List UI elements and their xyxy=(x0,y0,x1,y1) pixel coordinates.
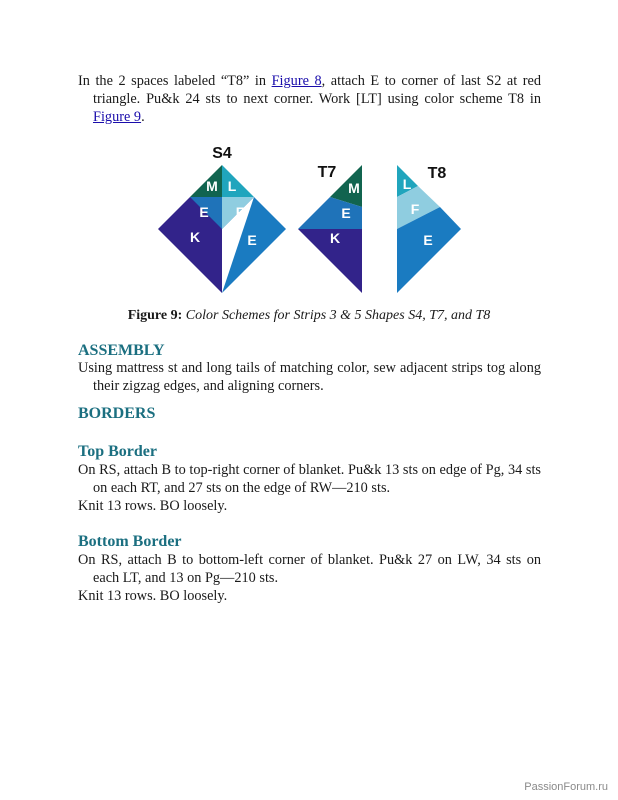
bottom-border-heading: Bottom Border xyxy=(78,533,182,550)
intro-text-end: . xyxy=(141,109,145,125)
s4-label-l: L xyxy=(227,178,237,194)
assembly-heading: ASSEMBLY xyxy=(78,342,165,359)
shape-t7 xyxy=(298,164,362,293)
shape-t8 xyxy=(397,165,461,293)
s4-label: S4 xyxy=(212,145,232,162)
shape-s4 xyxy=(158,145,286,293)
color-scheme-figure xyxy=(0,0,618,300)
s4-label-e-left: E xyxy=(199,204,209,220)
bottom-border-paragraph-2: Knit 13 rows. BO loosely. xyxy=(78,588,228,604)
s4-label-k: K xyxy=(189,229,201,245)
figure-caption xyxy=(0,307,618,325)
t8-label-e: E xyxy=(423,232,433,248)
figure-9-link[interactable]: Figure 9 xyxy=(93,109,142,125)
top-border-paragraph-2: Knit 13 rows. BO loosely. xyxy=(78,498,228,514)
t8-label-f: F xyxy=(410,201,420,217)
t7-label-m: M xyxy=(348,180,360,196)
t7-label-e: E xyxy=(341,205,351,221)
top-border-paragraph-1: On RS, attach B to top-right corner of blanket. Pu&k 13 sts on edge of Pg, 34 sts on each RT, and 27 sts on the edge of RW—210 sts. xyxy=(78,462,541,496)
t7-label: T7 xyxy=(317,164,337,181)
intro-text-middle: , attach E to corner of last S2 at red triangle. Pu&k 24 sts to next corner. Work [LT] using color scheme T8 in xyxy=(93,73,542,107)
t8-label-l: L xyxy=(402,176,412,192)
t7-label-k: K xyxy=(329,230,341,246)
assembly-paragraph: Using mattress st and long tails of matching color, sew adjacent strips tog along their zigzag edges, and aligning corners. xyxy=(78,360,541,394)
figure-8-link[interactable]: Figure 8 xyxy=(271,73,322,89)
s4-label-m: M xyxy=(206,178,218,194)
caption-text: Color Schemes for Strips 3 & 5 Shapes S4, T7, and T8 xyxy=(185,308,491,323)
caption-label: Figure 9: xyxy=(127,308,183,323)
bottom-border-paragraph-1: On RS, attach B to bottom-left corner of blanket. Pu&k 27 on LW, 34 sts on each LT, and 13 on Pg—210 sts. xyxy=(78,552,541,586)
borders-heading: BORDERS xyxy=(78,405,156,422)
intro-text-start: In the 2 spaces labeled “T8” in xyxy=(78,73,272,89)
t8-label: T8 xyxy=(427,165,447,182)
s4-label-e-right: E xyxy=(247,232,257,248)
s4-label-f: F xyxy=(235,204,245,220)
top-border-heading: Top Border xyxy=(78,443,157,460)
watermark: PassionForum.ru xyxy=(524,781,608,793)
